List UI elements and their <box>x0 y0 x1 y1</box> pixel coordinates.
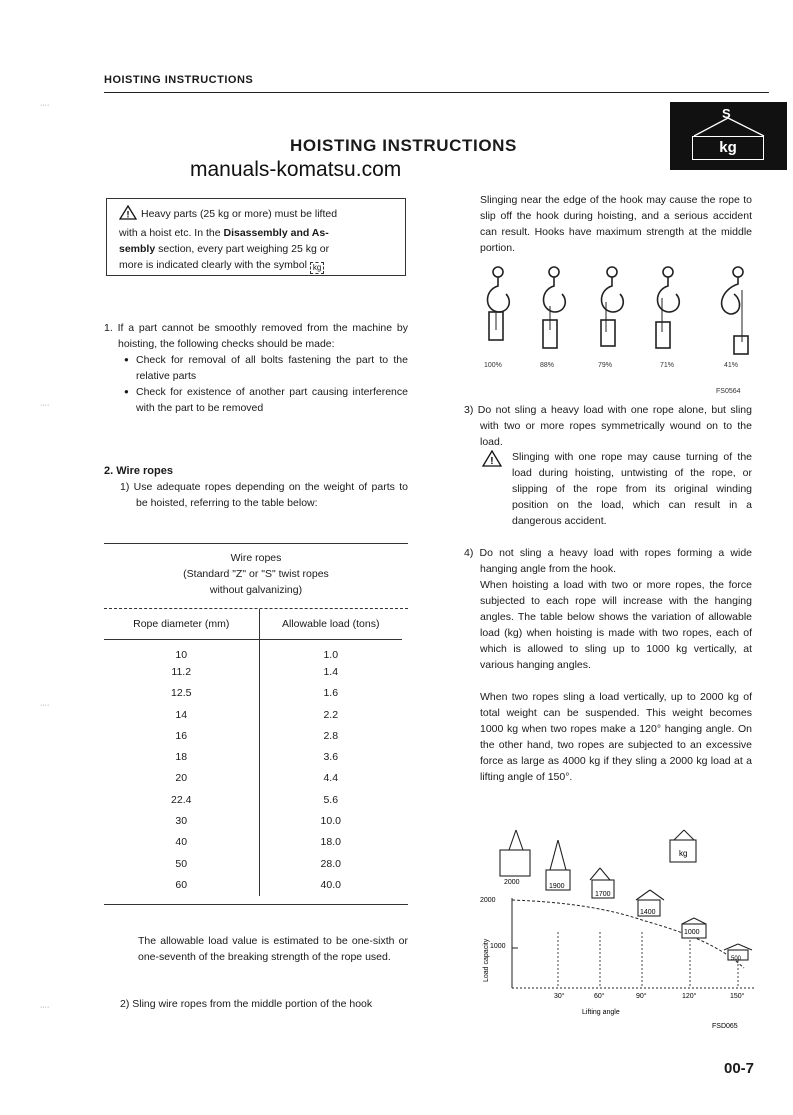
item-1-text: 1. If a part cannot be smoothly removed from the machine by hoisting, the following checks should be made: <box>104 322 408 350</box>
margin-mark: ···· <box>40 402 50 409</box>
running-header: HOISTING INSTRUCTIONS <box>104 74 254 86</box>
svg-text:kg: kg <box>679 849 688 858</box>
warning-text: with a hoist etc. In the <box>119 227 224 239</box>
cell: 10 <box>104 640 259 661</box>
warning-text: section, every part weighing 25 kg or <box>155 243 330 255</box>
svg-text:2000: 2000 <box>504 879 520 886</box>
header-divider <box>104 92 769 93</box>
bullet-item: ● Check for existence of another part causing interference with the part to be removed <box>122 384 408 416</box>
cell: 60 <box>104 874 259 895</box>
wire-rope-table <box>104 543 408 905</box>
item-3-warning: Slinging with one rope may cause turning of the load during hoisting, untwisting of the rope, or slipping of the rope from its original winding position on the load, which can result in a dangerous accident. <box>512 451 752 527</box>
section-heading: 2. Wire ropes <box>104 465 173 477</box>
table-row <box>104 874 402 895</box>
table-header-row <box>104 609 402 639</box>
svg-text:!: ! <box>490 456 494 467</box>
table-row <box>104 746 402 767</box>
svg-text:60°: 60° <box>594 993 605 1000</box>
table-row <box>104 810 402 831</box>
warning-box <box>106 198 406 276</box>
svg-text:FSD065: FSD065 <box>712 1023 738 1030</box>
svg-text:1000: 1000 <box>490 943 506 950</box>
hook-strength-label: 88% <box>540 362 555 369</box>
svg-text:1000: 1000 <box>684 929 700 936</box>
column-header: Allowable load (tons) <box>282 618 380 630</box>
svg-text:90°: 90° <box>636 993 647 1000</box>
warning-text: more is indicated clearly with the symbol <box>119 259 307 271</box>
svg-text:30°: 30° <box>554 993 565 1000</box>
hook-strength-label: 41% <box>724 362 739 369</box>
load-chart-graphic <box>476 822 776 1034</box>
svg-text:1900: 1900 <box>549 883 565 890</box>
page-number: 00-7 <box>724 1060 755 1077</box>
svg-text:1700: 1700 <box>595 891 611 898</box>
cell: 18 <box>104 746 259 767</box>
cell: 2.2 <box>323 708 339 721</box>
table-bottom-rule <box>104 904 408 905</box>
svg-text:120°: 120° <box>682 993 697 1000</box>
warning-icon <box>119 205 137 225</box>
cell: 4.4 <box>323 772 339 785</box>
margin-mark: ···· <box>40 702 50 709</box>
item-2-sub1: 1) Use adequate ropes depending on the weight of parts to be hoisted, referring to the table below: <box>120 481 408 509</box>
badge-label: kg <box>692 136 764 160</box>
table-row <box>104 640 402 661</box>
watermark: manuals-komatsu.com <box>190 158 402 181</box>
cell: 30 <box>104 810 259 831</box>
margin-mark: ···· <box>40 1004 50 1011</box>
cell: 40.0 <box>320 878 341 891</box>
item-2 <box>104 463 408 511</box>
table-top-rule <box>104 543 408 544</box>
hook-strength-label: 79% <box>598 362 613 369</box>
item-2-sub2: 2) Sling wire ropes from the middle portion of the hook <box>120 998 373 1010</box>
item-4-body: When hoisting a load with two or more ropes, the force subjected to each rope will increase with the hanging angles. The table below shows the variation of allowable load (kg) when hoisting is made with two ropes, each of which is allowed to sling up to 1000 kg vertically, at various hanging angles. <box>480 579 752 671</box>
kg-symbol-icon: kg <box>310 262 324 274</box>
column-header: Rope diameter (mm) <box>104 609 259 639</box>
table-caption <box>104 550 408 598</box>
cell: 2.8 <box>323 729 339 742</box>
table-row <box>104 789 402 810</box>
cell: 22.4 <box>104 789 259 810</box>
table-row <box>104 853 402 874</box>
cell: 20 <box>104 768 259 789</box>
cell: 14 <box>104 704 259 725</box>
warning-text: Heavy parts (25 kg or more) must be lifted <box>141 208 338 220</box>
item-4-body2: When two ropes sling a load vertically, up to 2000 kg of total weight can be suspended. This weight becomes 1000 kg when two ropes make a 120° hanging angle. On the other hand, two ropes are subjected to an excessive force as large as 4000 kg if they sling a 2000 kg load at a lifting angle of 150°. <box>480 691 752 783</box>
hook-intro: Slinging near the edge of the hook may cause the rope to slip off the hook during hoisting, and a serious accident can result. Hooks have maximum strength at the middle portion. <box>480 194 752 254</box>
cell: 40 <box>104 832 259 853</box>
svg-text:Lifting angle: Lifting angle <box>582 1009 620 1016</box>
cell: 1.0 <box>323 648 339 661</box>
item-4-head: 4) Do not sling a heavy load with ropes forming a wide hanging angle from the hook. <box>464 547 752 575</box>
table-row <box>104 683 402 704</box>
caption-line: without galvanizing) <box>209 584 303 596</box>
cell: 1.4 <box>323 665 339 678</box>
table-row <box>104 661 402 682</box>
warning-text-bold: sembly <box>119 243 156 255</box>
table-row <box>104 832 402 853</box>
item-3: 3) Do not sling a heavy load with one rope alone, but sling with two or more ropes symmetrically wound on to the load. <box>464 404 752 448</box>
cell: 5.6 <box>323 793 339 806</box>
svg-text:!: ! <box>126 209 130 220</box>
svg-text:1400: 1400 <box>640 909 656 916</box>
bullet-item: ● Check for removal of all bolts fastening the part to the relative parts <box>122 352 408 384</box>
page-title: HOISTING INSTRUCTIONS <box>290 136 517 155</box>
load-angle-chart <box>476 822 776 1034</box>
figure-code: FS0564 <box>716 388 741 395</box>
hook-strength-label: 71% <box>660 362 675 369</box>
cell: 18.0 <box>320 836 341 849</box>
table-row <box>104 768 402 789</box>
cell: 28.0 <box>320 857 341 870</box>
cell: 50 <box>104 853 259 874</box>
hook-figure <box>472 262 772 398</box>
caption-line: (Standard "Z" or "S" twist ropes <box>183 568 329 580</box>
badge-letter: S <box>722 106 731 121</box>
warning-text-bold: Disassembly and As- <box>223 227 329 239</box>
data-table <box>104 609 402 896</box>
item-1 <box>104 320 408 416</box>
hook-strength-label: 100% <box>484 362 502 369</box>
table-row <box>104 725 402 746</box>
cell: 1.6 <box>323 687 339 700</box>
heavy-part-badge <box>670 102 787 170</box>
hook-diagram-icon <box>472 262 772 372</box>
cell: 12.5 <box>104 683 259 704</box>
cell: 10.0 <box>320 815 341 828</box>
svg-text:500: 500 <box>731 956 742 962</box>
svg-text:2000: 2000 <box>480 897 496 904</box>
warning-icon <box>482 450 502 470</box>
margin-mark: ···· <box>40 102 50 109</box>
cell: 16 <box>104 725 259 746</box>
svg-text:Load capacity: Load capacity <box>483 938 490 982</box>
caption-line: Wire ropes <box>230 552 282 564</box>
table-row <box>104 704 402 725</box>
svg-text:150°: 150° <box>730 993 745 1000</box>
cell: 3.6 <box>323 751 339 764</box>
cell: 11.2 <box>104 661 259 682</box>
table-note: The allowable load value is estimated to be one-sixth or one-seventh of the breaking strength of the rope used. <box>138 935 408 963</box>
